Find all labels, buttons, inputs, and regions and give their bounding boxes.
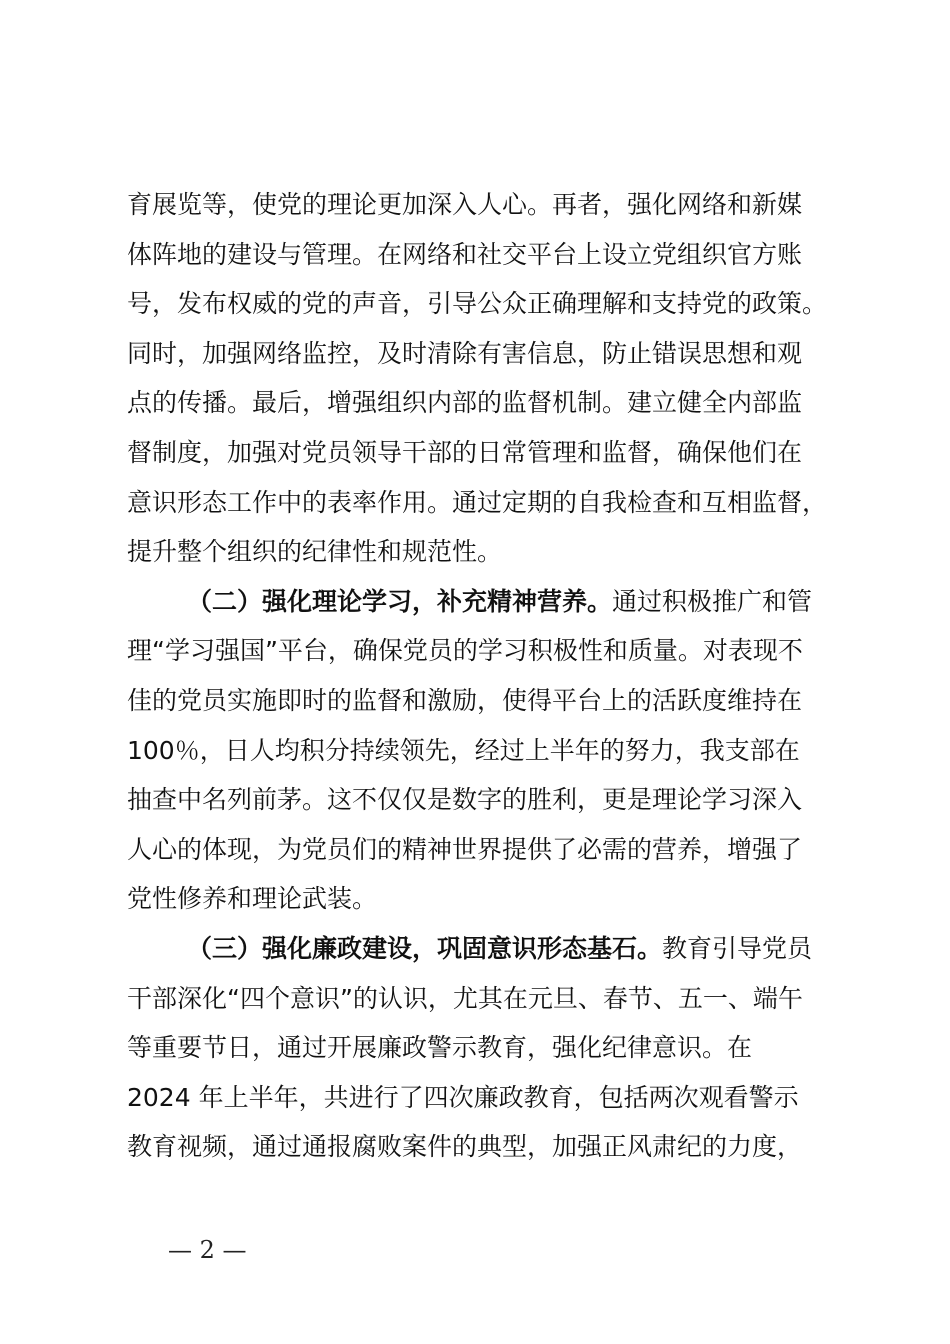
document-body [127, 180, 857, 1172]
text-line: 同时，加强网络监控，及时清除有害信息，防止错误思想和观 [127, 338, 803, 368]
text-line: 教育视频，通过通报腐败案件的典型，加强正风肃纪的力度， [127, 1132, 803, 1162]
paragraph-first-line [127, 924, 857, 974]
text-line: 体阵地的建设与管理。在网络和社交平台上设立党组织官方账 [127, 239, 803, 269]
paragraph-integrity-building [127, 924, 857, 1172]
text-line: 点的传播。最后，增强组织内部的监督机制。建立健全内部监 [127, 388, 803, 418]
text-line: 意识形态工作中的表率作用。通过定期的自我检查和互相监督， [127, 487, 828, 517]
paragraph-continuation [127, 180, 857, 577]
text-line: 理“学习强国”平台，确保党员的学习积极性和质量。对表现不 [127, 636, 803, 666]
text-line: 人心的体现，为党员们的精神世界提供了必需的营养，增强了 [127, 834, 803, 864]
page-number: — 2 — [168, 1236, 247, 1264]
section-heading: （三）强化廉政建设，巩固意识形态基石。 [187, 933, 663, 963]
text-line: 佳的党员实施即时的监督和激励，使得平台上的活跃度维持在 [127, 685, 803, 715]
text-line: 2024 年上半年，共进行了四次廉政教育，包括两次观看警示 [127, 1082, 799, 1112]
text-span: 教育引导党员 [662, 933, 813, 963]
paragraph-first-line [127, 577, 857, 627]
text-line: 提升整个组织的纪律性和规范性。 [127, 537, 503, 567]
text-line: 督制度，加强对党员领导干部的日常管理和监督，确保他们在 [127, 437, 803, 467]
text-line: 100％，日人均积分持续领先，经过上半年的努力，我支部在 [127, 735, 800, 765]
text-line: 号，发布权威的党的声音，引导公众正确理解和支持党的政策。 [127, 289, 828, 319]
text-line: 干部深化“四个意识”的认识，尤其在元旦、春节、五一、端午 [127, 983, 803, 1013]
text-line: 党性修养和理论武装。 [127, 884, 378, 914]
paragraph-theory-study [127, 577, 857, 924]
section-heading: （二）强化理论学习，补充精神营养。 [187, 586, 613, 616]
text-line: 育展览等，使党的理论更加深入人心。再者，强化网络和新媒 [127, 190, 803, 219]
text-span: 通过积极推广和管 [612, 586, 813, 616]
text-line: 等重要节日，通过开展廉政警示教育，强化纪律意识。在 [127, 1033, 753, 1063]
text-line: 抽查中名列前茅。这不仅仅是数字的胜利，更是理论学习深入 [127, 785, 803, 815]
